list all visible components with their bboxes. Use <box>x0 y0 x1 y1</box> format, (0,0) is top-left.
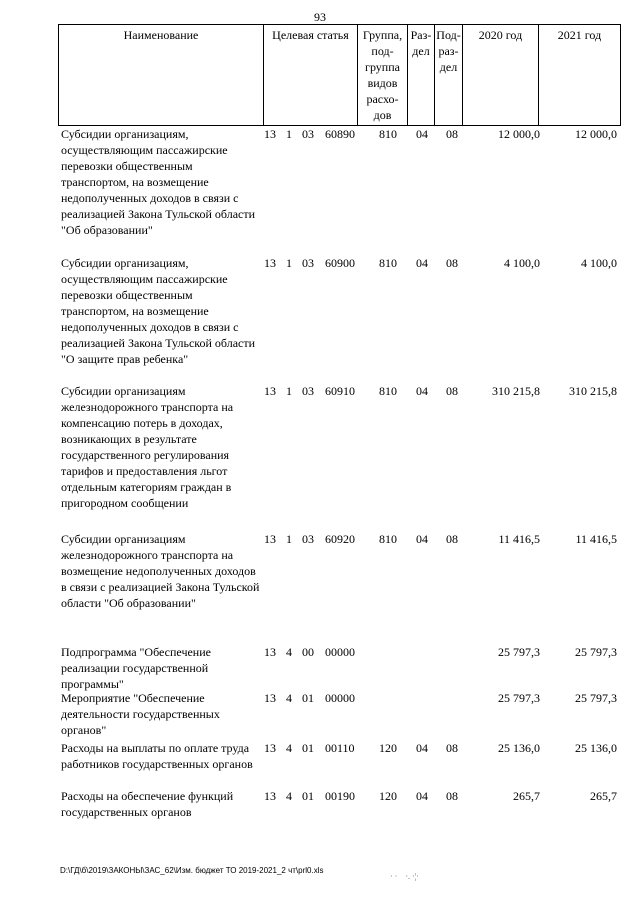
row-2020: 25 136,0 <box>498 741 540 755</box>
header-subsection: Под- раз- дел <box>435 25 463 126</box>
scan-marks: · · ·. ·¦· <box>390 872 419 881</box>
row-2021: 310 215,8 <box>569 384 617 398</box>
row-2021: 25 797,3 <box>575 691 617 705</box>
row-2020: 25 797,3 <box>498 691 540 705</box>
row-2020: 25 797,3 <box>498 645 540 659</box>
row-2020: 4 100,0 <box>504 256 540 270</box>
row-group: 120 <box>379 789 397 803</box>
row-subsection: 08 <box>446 384 458 398</box>
row-2020: 11 416,5 <box>498 532 540 546</box>
header-section: Раз- дел <box>408 25 435 126</box>
row-name: Субсидии организациям железнодорожного транспорта на компенсацию потерь в доходах, возникающих в результате государственного регулирования тарифов и предоставления льгот отдельным категориям граждан в пригородном сообщении <box>61 384 234 510</box>
row-group: 810 <box>379 384 397 398</box>
page-number: 93 <box>314 10 326 24</box>
row-2020: 265,7 <box>513 789 540 803</box>
row-name: Субсидии организациям, осуществляющим пассажирские перевозки общественным транспортом, на возмещение недополученных доходов в связи с реализацией Закона Тульской области "О защите прав ребенка" <box>61 256 256 366</box>
header-target: Целевая статья <box>264 25 358 126</box>
row-2021: 265,7 <box>590 789 617 803</box>
header-2020: 2020 год <box>463 25 539 126</box>
header-group: Группа, под- группа видов расхо- дов <box>358 25 408 126</box>
row-section: 04 <box>416 127 428 141</box>
row-name: Подпрограмма "Обеспечение реализации государственной программы" <box>61 645 211 691</box>
file-path-footer: D:\ГД\б\2019\ЗАКОНЫ\ЗАС_62\Изм. бюджет ТО 2019-2021_2 чт\prl0.xls <box>60 866 324 875</box>
row-group: 120 <box>379 741 397 755</box>
row-subsection: 08 <box>446 532 458 546</box>
row-name: Расходы на обеспечение функций государственных органов <box>61 789 234 819</box>
header-2021: 2021 год <box>539 25 621 126</box>
row-section: 04 <box>416 789 428 803</box>
row-name: Расходы на выплаты по оплате труда работников государственных органов <box>61 741 253 771</box>
row-group: 810 <box>379 532 397 546</box>
row-2021: 25 136,0 <box>575 741 617 755</box>
row-name: Мероприятие "Обеспечение деятельности государственных органов" <box>61 691 220 737</box>
row-section: 04 <box>416 532 428 546</box>
row-name: Субсидии организациям, осуществляющим пассажирские перевозки общественным транспортом, на возмещение недополученных доходов в связи с реализацией Закона Тульской области "Об образовании" <box>61 127 256 237</box>
row-subsection: 08 <box>446 741 458 755</box>
row-2021: 11 416,5 <box>575 532 617 546</box>
row-2020: 310 215,8 <box>492 384 540 398</box>
row-section: 04 <box>416 256 428 270</box>
row-2021: 4 100,0 <box>581 256 617 270</box>
row-2021: 12 000,0 <box>575 127 617 141</box>
row-section: 04 <box>416 384 428 398</box>
row-group: 810 <box>379 256 397 270</box>
row-subsection: 08 <box>446 789 458 803</box>
header-name: Наименование <box>59 25 264 126</box>
row-2020: 12 000,0 <box>498 127 540 141</box>
row-2021: 25 797,3 <box>575 645 617 659</box>
row-subsection: 08 <box>446 127 458 141</box>
table-header <box>58 24 621 126</box>
row-name: Субсидии организациям железнодорожного транспорта на возмещение недополученных доходов в связи с реализацией Закона Тульской области "Об образовании" <box>61 532 260 610</box>
row-group: 810 <box>379 127 397 141</box>
row-section: 04 <box>416 741 428 755</box>
row-subsection: 08 <box>446 256 458 270</box>
